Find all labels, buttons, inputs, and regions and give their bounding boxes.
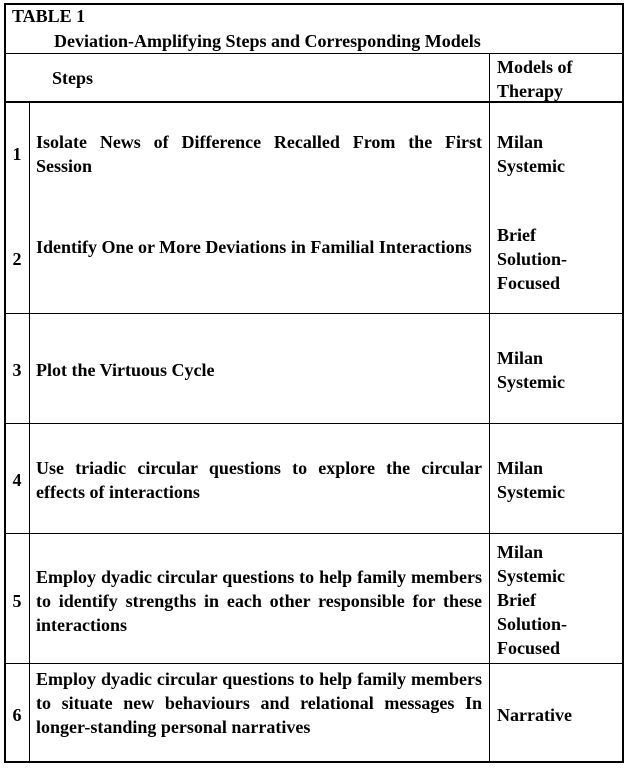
rule-models-column (489, 53, 490, 763)
row-6-step: Employ dyadic circular questions to help family members to situate new behaviours and relational messages In longer-standing personal narratives (36, 669, 482, 737)
rule-row-3-4 (4, 423, 624, 424)
row-1-number: 1 (12, 144, 22, 164)
row-5-model-2: Systemic (497, 566, 565, 586)
row-2-model-1: Brief (497, 225, 536, 245)
row-5-model-4: Solution- (497, 614, 568, 634)
row-5-step: Employ dyadic circular questions to help family members to identify strengths in each other responsible for these interactions (36, 567, 482, 635)
row-1-model-1: Milan (497, 132, 544, 152)
row-1-models (497, 130, 617, 178)
row-5-model-5: Focused (497, 638, 560, 658)
rule-num-column (29, 102, 30, 763)
row-4-number: 4 (12, 470, 22, 490)
row-3-model-2: Systemic (497, 372, 565, 392)
row-2-model-2: Solution- (497, 249, 568, 269)
row-1-model-2: Systemic (497, 156, 565, 176)
column-header-steps: Steps (52, 68, 94, 88)
row-4-model-2: Systemic (497, 482, 565, 502)
row-3-step: Plot the Virtuous Cycle (36, 360, 215, 380)
row-2-number: 2 (12, 249, 22, 269)
row-4-step: Use triadic circular questions to explore the circular effects of interactions (36, 458, 482, 502)
row-4-model-1: Milan (497, 458, 544, 478)
table-title: Deviation-Amplifying Steps and Corresponding Models (54, 31, 481, 51)
table-label: TABLE 1 (12, 6, 86, 26)
row-4-models (497, 456, 617, 504)
row-5-model-1: Milan (497, 542, 544, 562)
row-5-number: 5 (12, 591, 22, 611)
rule-row-5-6 (4, 663, 624, 664)
row-5-model-3: Brief (497, 590, 536, 610)
row-2-model-3: Focused (497, 273, 560, 293)
row-6-number: 6 (12, 705, 22, 725)
rule-row-4-5 (4, 533, 624, 534)
row-3-number: 3 (12, 360, 22, 380)
row-3-model-1: Milan (497, 348, 544, 368)
column-header-models (497, 55, 573, 103)
column-header-models-line1: Models of (497, 57, 573, 77)
row-1-step: Isolate News of Difference Recalled From the First Session (36, 132, 482, 176)
row-6-models (497, 703, 617, 727)
rule-row-2-3 (4, 313, 624, 314)
row-2-step: Identify One or More Deviations in Familial Interactions (36, 237, 472, 257)
row-3-models (497, 346, 617, 394)
row-5-models (497, 540, 617, 660)
rule-below-title (4, 53, 624, 54)
row-2-models (497, 223, 617, 295)
column-header-models-line2: Therapy (497, 81, 564, 101)
row-6-model-1: Narrative (497, 705, 572, 725)
